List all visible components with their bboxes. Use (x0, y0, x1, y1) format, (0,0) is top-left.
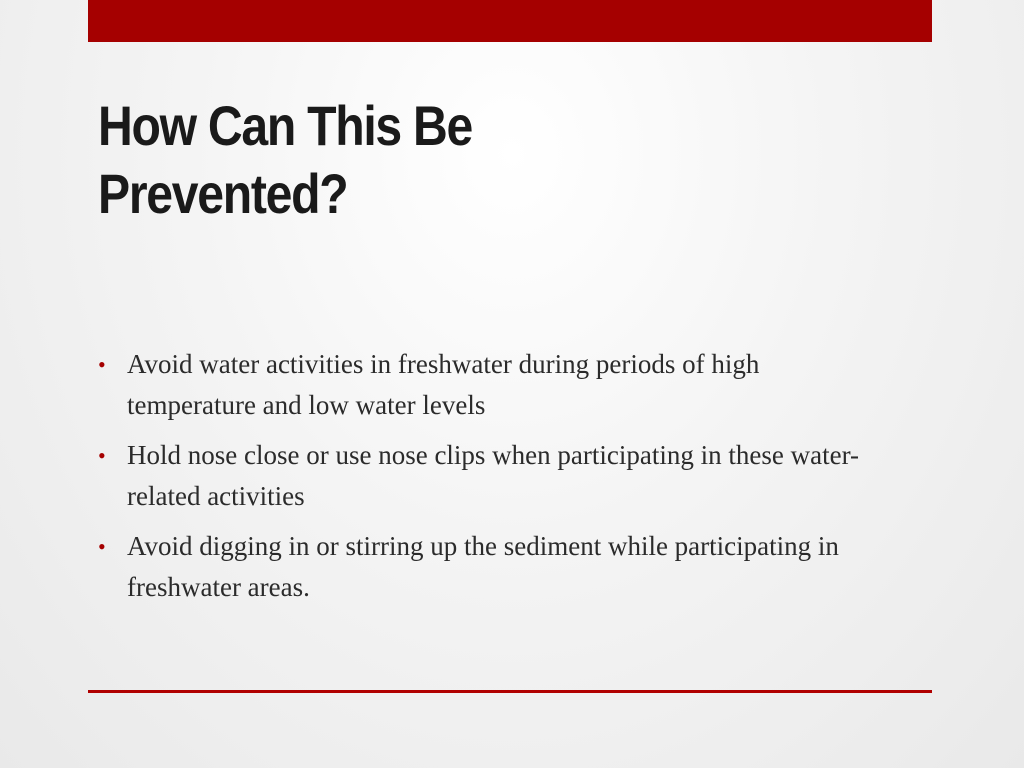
bullet-icon: • (98, 352, 106, 377)
bottom-divider (88, 690, 932, 693)
top-accent-bar (88, 0, 932, 42)
bullet-text: Hold nose close or use nose clips when participating in these water-related activities (127, 440, 860, 511)
slide-title: How Can This Be Prevented? (98, 94, 473, 225)
bullet-list (98, 344, 888, 617)
bullet-icon: • (98, 534, 106, 559)
bullet-icon: • (98, 443, 106, 468)
bullet-item (98, 435, 888, 517)
bullet-item (98, 526, 888, 608)
bullet-text: Avoid digging in or stirring up the sediment while participating in freshwater areas. (127, 531, 839, 602)
bullet-item (98, 344, 888, 426)
bullet-text: Avoid water activities in freshwater during periods of high temperature and low water levels (127, 349, 760, 420)
